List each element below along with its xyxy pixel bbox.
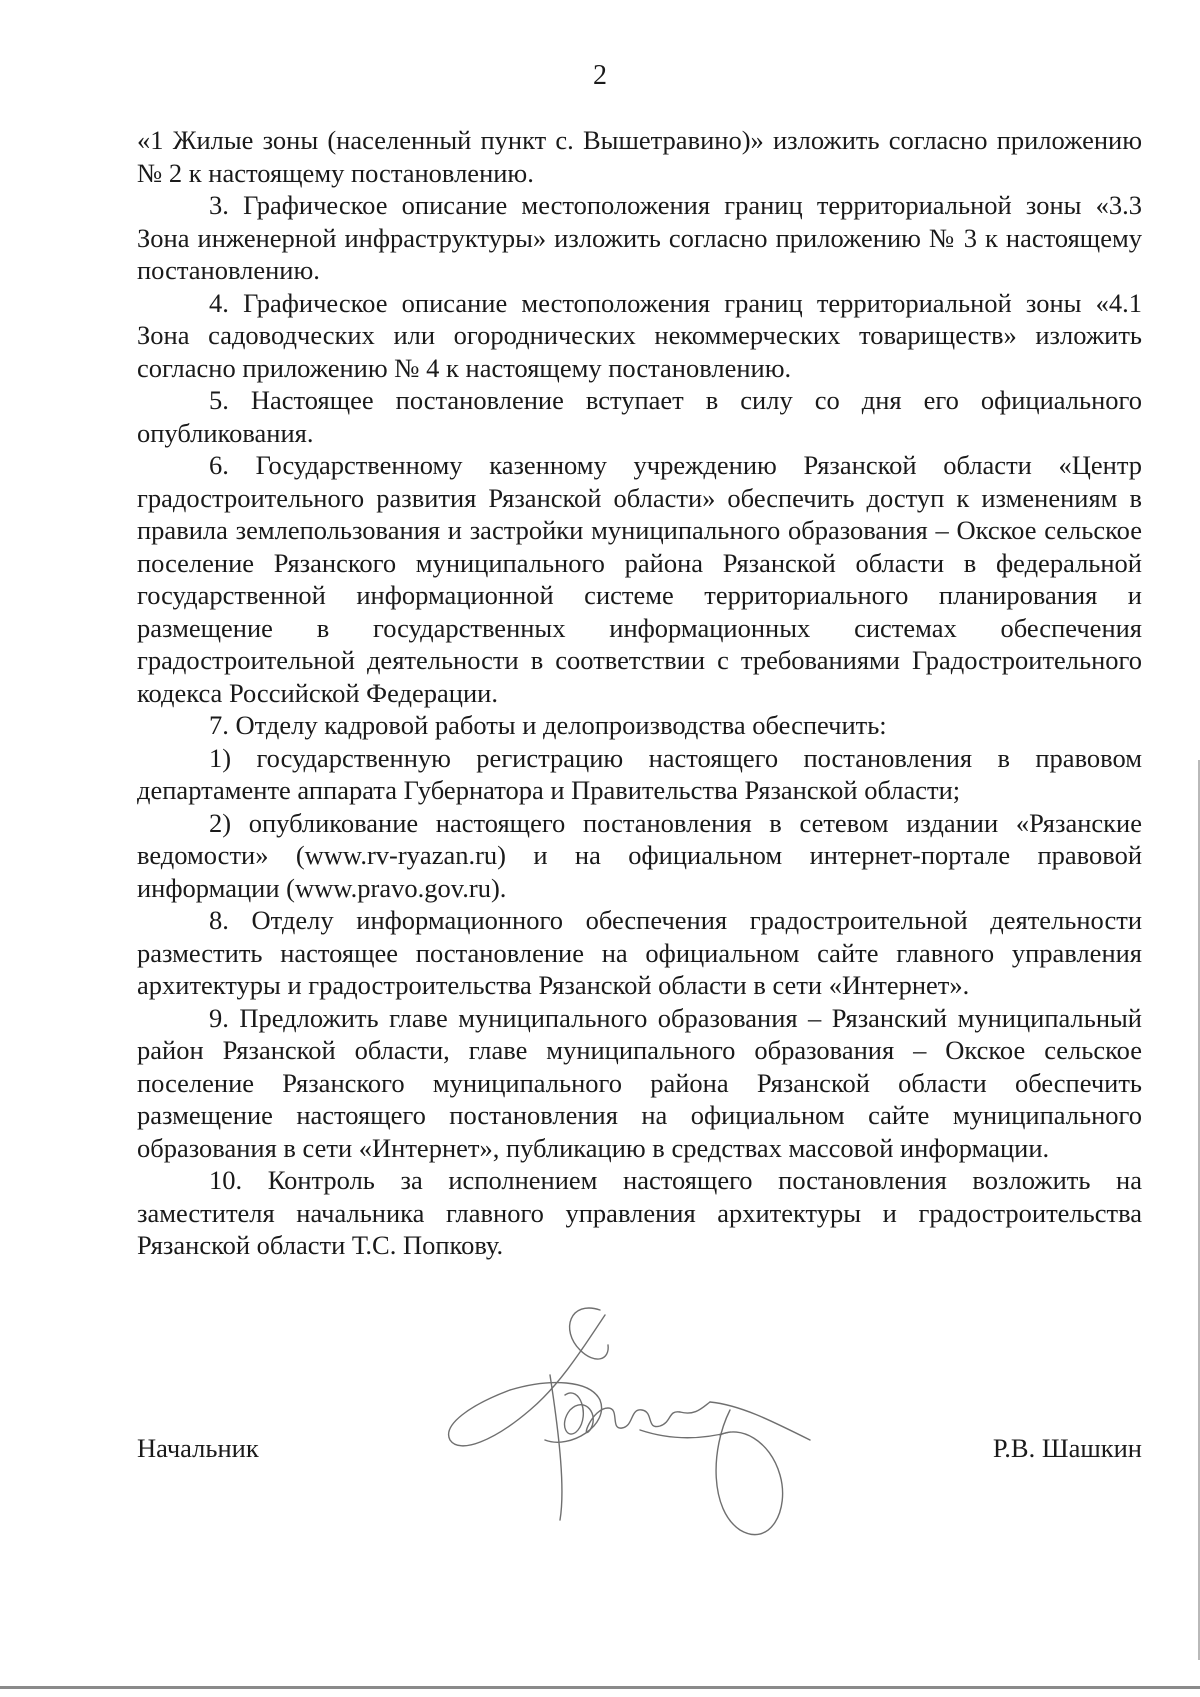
paragraph-item-6: 6. Государственному казенному учреждению Рязанской области «Центр градостроительного развития Рязанской области» обеспечить доступ к изменениям в правила землепользования и застройки муниципального образования – Окское сельское поселение Рязанского муниципального района Рязанской области в федеральной государственной информационной системе территориального планирования и размещение в государственных информационных системах обеспечения градостроительной деятельности в соответствии с требованиями Градостроительного кодекса Российской Федерации. xyxy=(137,450,1142,708)
paragraph-item-4: 4. Графическое описание местоположения границ территориальной зоны «4.1 Зона садоводческих или огороднических некоммерческих товариществ» изложить согласно приложению № 4 к настоящему постановлению. xyxy=(137,287,1142,383)
signatory-name: Р.В. Шашкин xyxy=(992,1433,1142,1463)
handwritten-signature xyxy=(440,1290,830,1570)
paragraph-subitem-1: 1) государственную регистрацию настоящего постановления в правовом департаменте аппарата Губернатора и Правительства Рязанской области; xyxy=(137,742,1142,805)
paragraph-continuation: «1 Жилые зоны (населенный пункт с. Вышетравино)» изложить согласно приложению № 2 к настоящему постановлению. xyxy=(137,125,1142,188)
document-body xyxy=(137,124,1142,1262)
page-number: 2 xyxy=(593,60,607,91)
paragraph-item-5: 5. Настоящее постановление вступает в силу со дня его официального опубликования. xyxy=(137,385,1142,448)
signatory-title: Начальник xyxy=(137,1433,259,1463)
paragraph-item-8: 8. Отделу информационного обеспечения градостроительной деятельности разместить настоящее постановление на официальном сайте главного управления архитектуры и градостроительства Рязанской области в сети «Интернет». xyxy=(137,905,1142,1000)
paragraph-item-3: 3. Графическое описание местоположения границ территориальной зоны «3.3 Зона инженерной инфраструктуры» изложить согласно приложению № 3 к настоящему постановлению. xyxy=(137,190,1142,285)
paragraph-item-10: 10. Контроль за исполнением настоящего постановления возложить на заместителя начальника главного управления архитектуры и градостроительства Рязанской области Т.С. Попкову. xyxy=(137,1165,1142,1260)
paragraph-item-7: 7. Отделу кадровой работы и делопроизводства обеспечить: xyxy=(209,710,887,740)
paragraph-item-9: 9. Предложить главе муниципального образования – Рязанский муниципальный район Рязанской области, главе муниципального образования – Окское сельское поселение Рязанского муниципального района Рязанской области обеспечить размещение настоящего постановления на официальном сайте муниципального образования в сети «Интернет», публикацию в средствах массовой информации. xyxy=(137,1002,1142,1163)
scan-edge-bottom xyxy=(0,1686,1200,1689)
paragraph-subitem-2: 2) опубликование настоящего постановления в сетевом издании «Рязанские ведомости» (www.rv-ryazan.ru) и на официальном интернет-портале правовой информации (www.pravo.gov.ru). xyxy=(137,807,1142,903)
